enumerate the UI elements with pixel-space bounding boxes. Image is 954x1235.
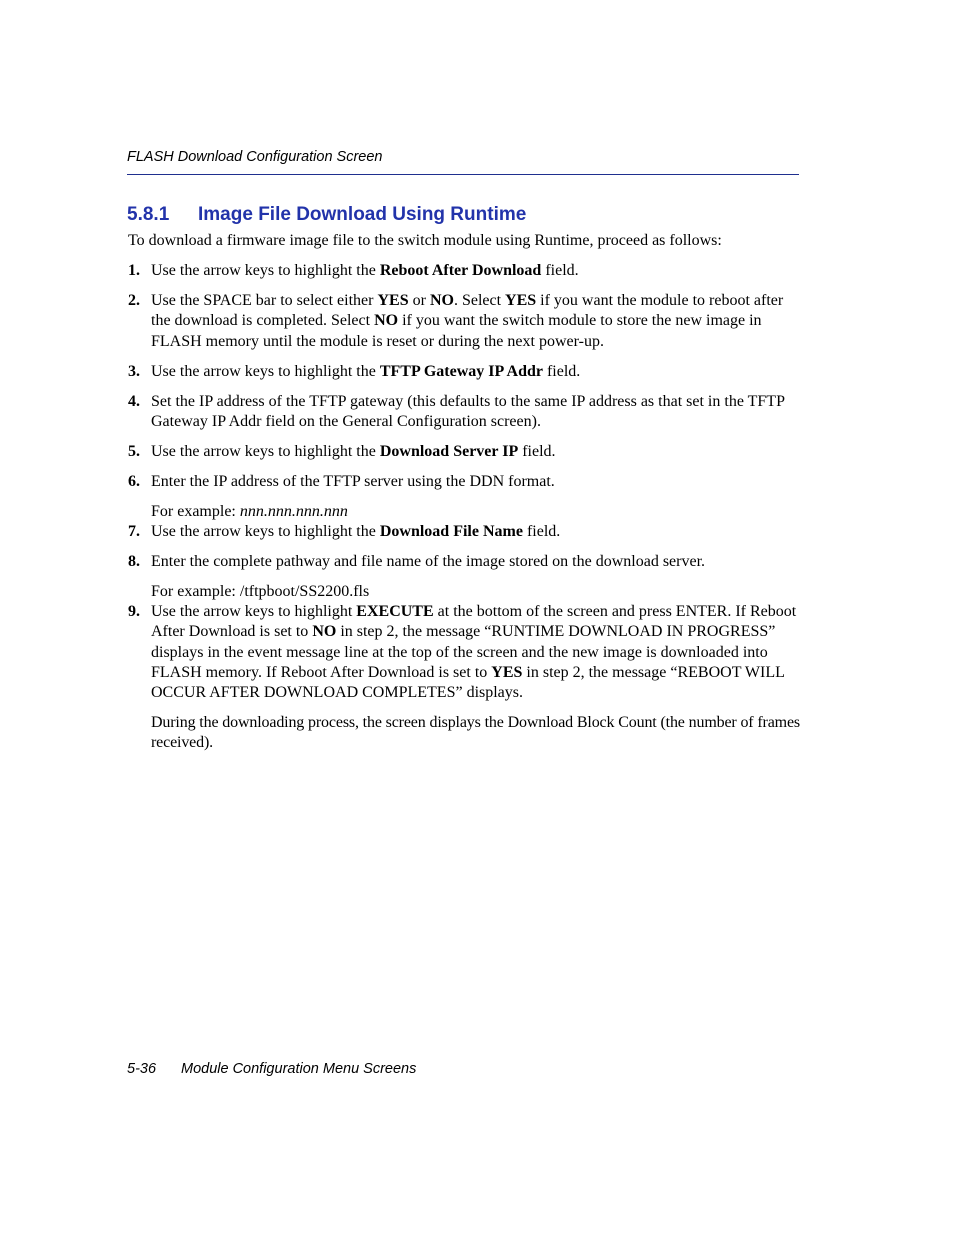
header-rule [127, 174, 799, 175]
field-name: Download File Name [379, 522, 523, 540]
step-text: . Select [453, 292, 506, 310]
intro-paragraph: To download a firmware image file to the switch module using Runtime, proceed as follows: [128, 232, 722, 249]
step-3 [128, 362, 800, 382]
step-text: or [408, 292, 430, 310]
step-number: 4. [128, 392, 140, 410]
option-yes: YES [491, 663, 523, 681]
example-line: For example: /tftpboot/SS2200.fls [151, 582, 370, 600]
step-text: Use the arrow keys to highlight the [151, 362, 380, 380]
step-text: in step 2, the message “RUNTIME DOWNLOAD IN PROGRESS” displays in the event message line at the top of the screen and the new image is downloaded into FLASH memory. If Reboot After Download is set to [151, 623, 776, 681]
example-value: nnn.nnn.nnn.nnn [239, 502, 348, 520]
step-9 [128, 602, 800, 703]
option-yes: YES [505, 292, 537, 310]
option-no: NO [429, 292, 454, 310]
note-paragraph: During the downloading process, the screen displays the Download Block Count (the number of frames received). [151, 713, 800, 752]
step-1 [128, 261, 800, 281]
step-2 [128, 291, 800, 352]
field-name: Reboot After Download [379, 262, 542, 280]
step-number: 1. [128, 262, 140, 280]
step-number: 7. [128, 522, 140, 540]
step-text: Use the SPACE bar to select either [151, 292, 378, 310]
step-text: Enter the complete pathway and file name of the image stored on the download server. [151, 552, 706, 570]
step-text: at the bottom of the screen and press ENTER. If Reboot After Download is set to [151, 602, 797, 641]
section-heading [127, 204, 526, 226]
step-text: Enter the IP address of the TFTP server using the DDN format. [151, 472, 555, 490]
step-text: if you want the switch module to store the new image in FLASH memory until the module is reset or during the next power-up. [151, 312, 762, 350]
body-content [128, 231, 800, 754]
step-number: 8. [128, 552, 140, 570]
step-5 [128, 442, 800, 462]
step-text: Set the IP address of the TFTP gateway (this defaults to the same IP address as that set in the TFTP Gateway IP Addr field on the General Configuration screen). [151, 392, 785, 430]
running-header: FLASH Download Configuration Screen [127, 149, 383, 165]
execute-label: EXECUTE [356, 602, 434, 620]
step-7 [128, 522, 800, 542]
step-text: Use the arrow keys to highlight the [151, 262, 380, 280]
step-number: 6. [128, 472, 140, 490]
step-text: field. [522, 522, 561, 540]
step-text: Use the arrow keys to highlight [151, 602, 357, 620]
option-yes: YES [377, 292, 409, 310]
step-number: 5. [128, 442, 140, 460]
section-number: 5.8.1 [127, 204, 170, 225]
section-title: Image File Download Using Runtime [198, 204, 527, 225]
step-text: field. [541, 262, 579, 280]
step-text: in step 2, the message “REBOOT WILL OCCUR AFTER DOWNLOAD COMPLETES” displays. [151, 663, 785, 702]
chapter-title: Module Configuration Menu Screens [181, 1061, 417, 1077]
running-footer [127, 1061, 416, 1077]
step-text: field. [542, 362, 581, 380]
page-number: 5-36 [127, 1061, 157, 1077]
option-no: NO [312, 623, 337, 641]
step-number: 3. [128, 362, 140, 380]
step-6 [128, 472, 800, 492]
field-name: TFTP Gateway IP Addr [379, 362, 543, 380]
step-8 [128, 552, 800, 572]
step-text: Use the arrow keys to highlight the [151, 442, 380, 460]
example-label: For example: [151, 502, 240, 520]
option-no: NO [374, 312, 399, 330]
example-line [128, 502, 800, 522]
step-text: field. [518, 442, 556, 460]
step-text: Use the arrow keys to highlight the [151, 522, 380, 540]
step-number: 9. [128, 602, 140, 620]
step-number: 2. [128, 292, 140, 310]
step-4 [128, 392, 800, 433]
step-text: if you want the module to reboot after the download is completed. Select [151, 292, 784, 330]
field-name: Download Server IP [379, 442, 519, 460]
